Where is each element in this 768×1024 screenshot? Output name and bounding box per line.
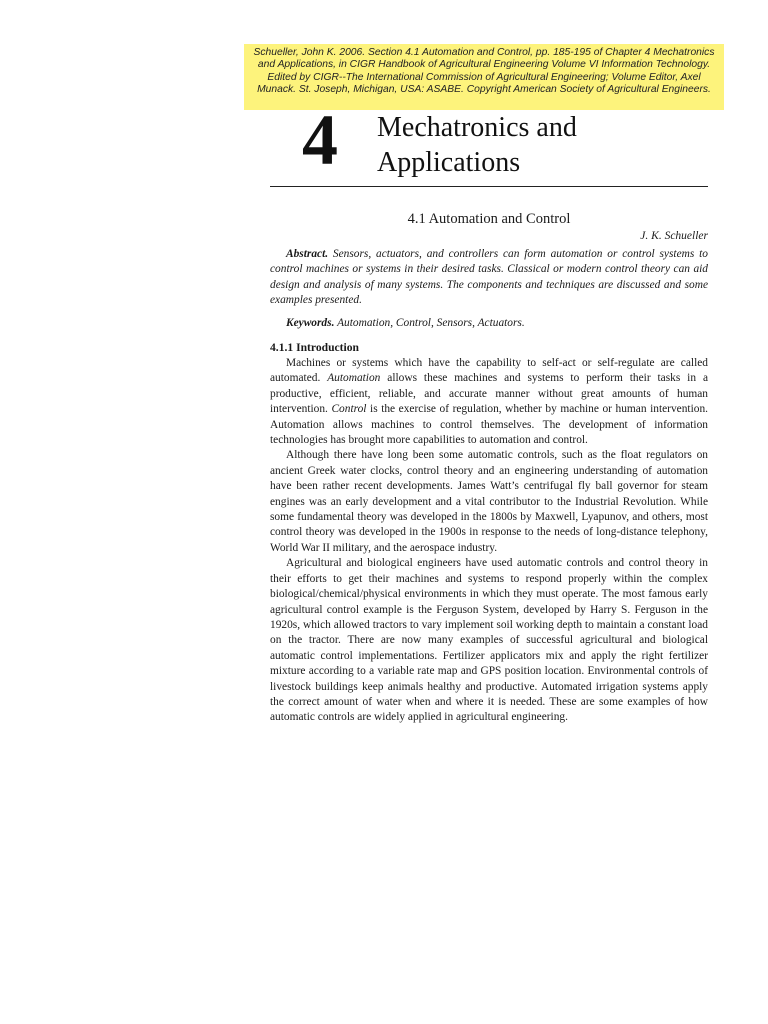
keywords-label: Keywords. bbox=[286, 317, 335, 329]
introduction-heading: 4.1.1 Introduction bbox=[270, 341, 360, 354]
paragraph-1 bbox=[270, 356, 708, 448]
paragraph-1-part-b: allows these machines and systems to perform their tasks in a productive, efficient, reliable, and accurate manner without great amounts of human intervention. bbox=[270, 372, 708, 416]
citation-text: Schueller, John K. 2006. Section 4.1 Automation and Control, pp. 185-195 of Chapter 4 Mechatronics and Applications, in CIGR Handbook of Agricultural Engineering Volume VI Information Technology. Edited by CIGR--The International Commission of Agricultural Engineering; Volume Editor, Axel Munack. St. Joseph, Michigan, USA: ASABE. Copyright American Society of Agricultural Engineers. bbox=[253, 47, 715, 96]
keywords bbox=[270, 316, 708, 331]
term-automation: Automation bbox=[327, 372, 381, 385]
paragraph-3: Agricultural and biological engineers have used automatic controls and control theory in their efforts to get their machines and systems to respond properly within the complex biological/chemical/physical environments in which they must operate. The most famous early agricultural control example is the Ferguson System, developed by Harry S. Ferguson in the 1920s, which allowed tractors to vary implement soil working depth to maintain a constant load on the tractor. There are now many examples of successful agricultural and biological automatic control implementations. Fertilizer applicators mix and apply the right fertilizer mixture according to a variable rate map and GPS position location. Environmental controls of livestock buildings keep animals healthy and productive. Automated irrigation systems apply the correct amount of water when and where it is needed. These are some examples of how automatic controls are widely applied in agricultural engineering. bbox=[270, 557, 708, 724]
chapter-title: Mechatronics and Applications bbox=[377, 112, 577, 178]
introduction-body bbox=[270, 356, 708, 726]
section-title: 4.1 Automation and Control bbox=[407, 211, 571, 227]
abstract-text: Sensors, actuators, and controllers can form automation or control systems to control machines or systems in their desired tasks. Classical or modern control theory can aid design and analysis of many systems. The components and techniques are discussed and some examples presented. bbox=[270, 248, 708, 307]
abstract bbox=[270, 247, 708, 309]
paragraph-1-part-c: is the exercise of regulation, whether by machine or human intervention. Automation allows machines to control themselves. The development of information technologies has brought more capabilities to automation and control. bbox=[270, 403, 708, 447]
keywords-text: Automation, Control, Sensors, Actuators. bbox=[337, 317, 525, 329]
chapter-number: 4 bbox=[302, 100, 338, 180]
section-author: J. K. Schueller bbox=[640, 230, 708, 242]
term-control: Control bbox=[331, 403, 367, 416]
paragraph-1-part-a: Machines or systems which have the capability to self-act or self-regulate are called automated. bbox=[270, 357, 708, 385]
abstract-label: Abstract. bbox=[286, 248, 329, 260]
paragraph-2: Although there have long been some automatic controls, such as the float regulators on ancient Greek water clocks, control theory and an engineering understanding of automation have been rather recent developments. James Watt’s centrifugal fly ball governor for steam engines was an early development and a vital contributor to the Industrial Revolution. While some fundamental theory was developed in the 1800s by Maxwell, Lyapunov, and others, most control theory was developed in the 1900s in response to the needs of long-distance telephony, World War II military, and the aerospace industry. bbox=[270, 449, 708, 554]
chapter-divider bbox=[270, 186, 708, 187]
